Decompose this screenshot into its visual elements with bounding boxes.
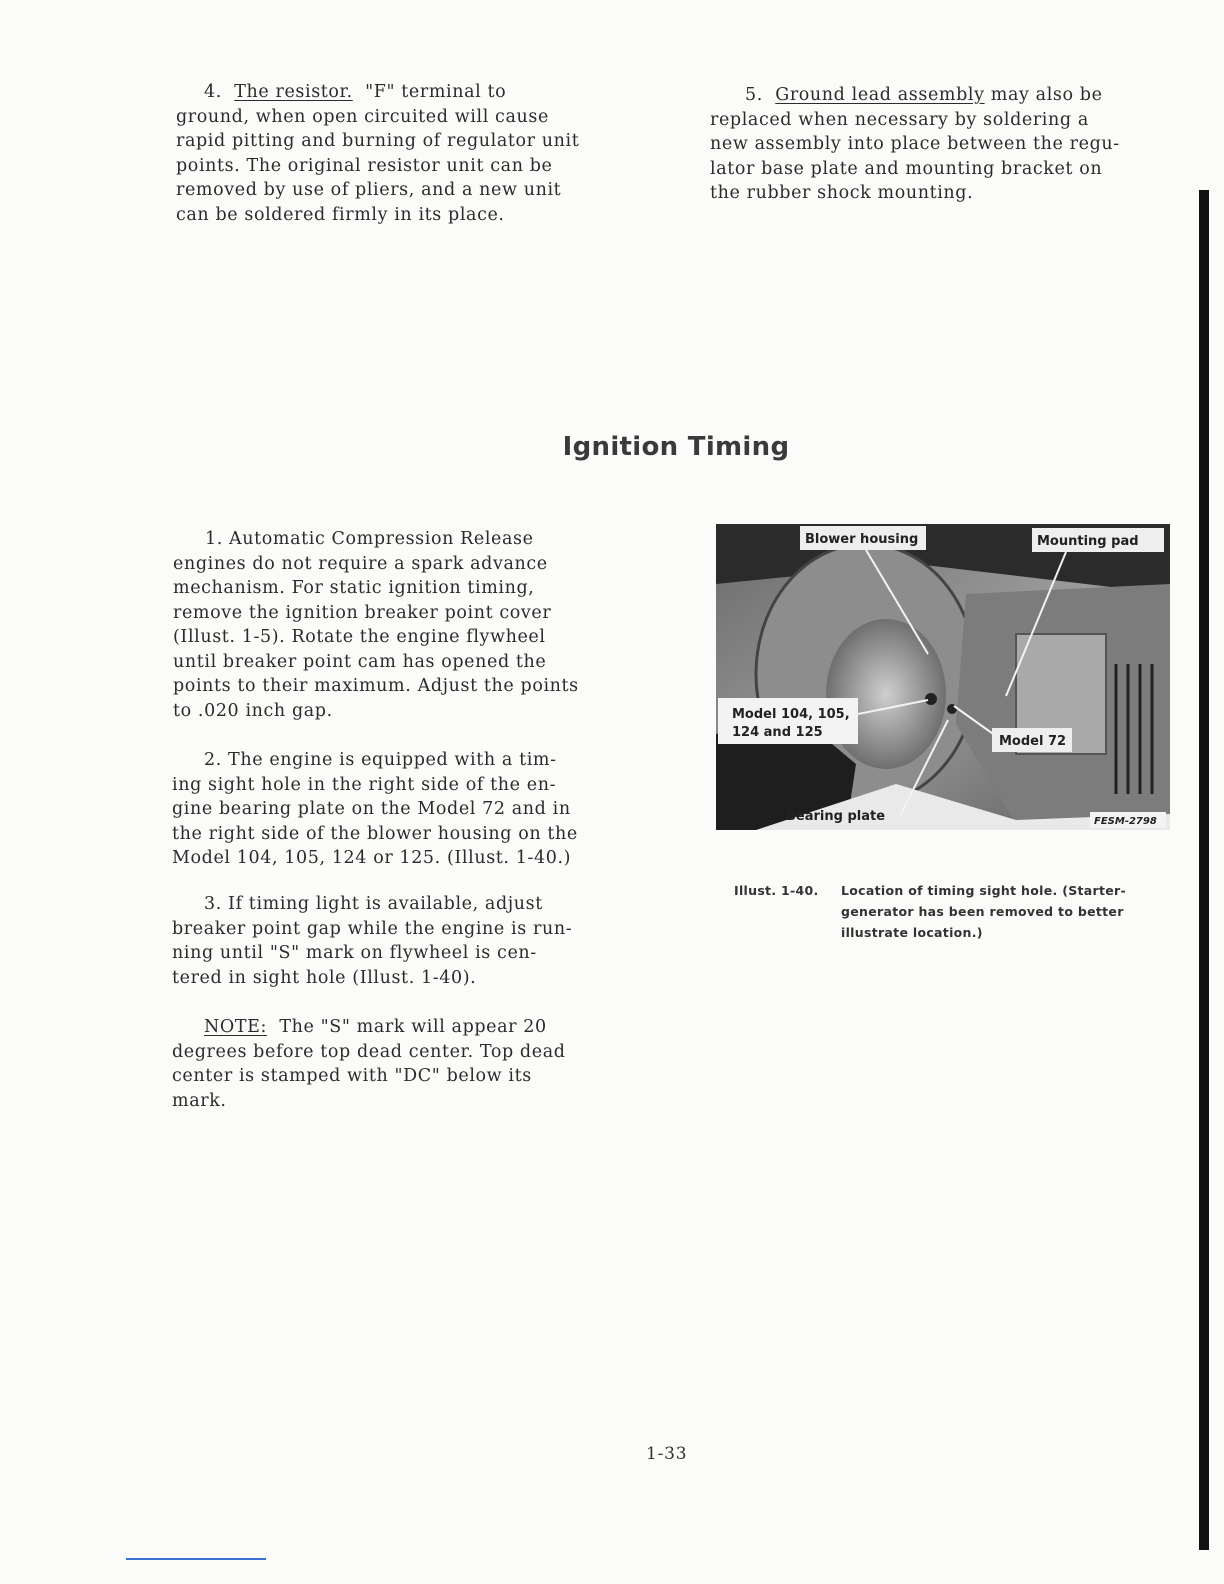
- text-line: ning until "S" mark on flywheel is cen-: [172, 943, 537, 963]
- text-line: center is stamped with "DC" below its: [172, 1066, 532, 1086]
- text-line: can be soldered firmly in its place.: [176, 204, 505, 225]
- bottom-rule: [126, 1558, 266, 1560]
- item-title: The resistor.: [234, 82, 353, 102]
- note-label: NOTE:: [204, 1017, 268, 1037]
- text-line: mechanism. For static ignition timing,: [173, 578, 535, 598]
- caption-line: Location of timing sight hole. (Starter-: [841, 883, 1126, 898]
- page-number: 1-33: [646, 1444, 688, 1464]
- text-line: the right side of the blower housing on the: [172, 823, 578, 844]
- text-line: to .020 inch gap.: [173, 700, 333, 721]
- label-bearing-plate: Bearing plate: [786, 809, 886, 824]
- item-number: 4.: [204, 82, 222, 102]
- paragraph-ground-lead: [710, 83, 1180, 206]
- paragraph-resistor: [176, 80, 646, 227]
- text-line: 3. If timing light is available, adjust: [204, 894, 543, 914]
- text-line: removed by use of pliers, and a new unit: [176, 180, 562, 200]
- label-model-104: Model 104, 105,: [732, 707, 850, 722]
- label-model-124: 124 and 125: [732, 725, 823, 740]
- text-line: the rubber shock mounting.: [710, 183, 974, 203]
- text-line: Model 104, 105, 124 or 125. (Illust. 1-40.): [172, 848, 572, 868]
- label-mounting-pad: Mounting pad: [1037, 534, 1139, 549]
- text-line: (Illust. 1-5). Rotate the engine flywheel: [173, 627, 546, 647]
- text-line: The "S" mark will appear 20: [279, 1017, 547, 1037]
- step-3: [172, 892, 652, 990]
- label-figure-code: FESM-2798: [1094, 816, 1157, 827]
- caption-text: [841, 880, 1141, 943]
- scan-edge-bar: [1199, 190, 1209, 1550]
- step-1: [173, 527, 653, 723]
- engine-photo: [716, 524, 1170, 830]
- sight-hole-model-72: [947, 704, 957, 714]
- item-title: Ground lead assembly: [775, 85, 985, 105]
- text-line: degrees before top dead center. Top dead: [172, 1041, 566, 1062]
- text-line: points to their maximum. Adjust the points: [173, 676, 579, 696]
- caption-number: Illust. 1-40.: [734, 883, 819, 898]
- text-line: engines do not require a spark advance: [173, 553, 548, 574]
- text-line: lator base plate and mounting bracket on: [710, 158, 1103, 179]
- text-line: remove the ignition breaker point cover: [173, 602, 552, 623]
- text-line: breaker point gap while the engine is run-: [172, 918, 573, 939]
- text-line: points. The original resistor unit can be: [176, 155, 553, 176]
- text-line: may also be: [990, 85, 1103, 105]
- sight-hole-model-104: [925, 693, 937, 705]
- text-line: new assembly into place between the regu-: [710, 134, 1120, 154]
- label-model-72: Model 72: [999, 734, 1067, 749]
- caption-line: illustrate location.): [841, 925, 983, 940]
- text-line: gine bearing plate on the Model 72 and in: [172, 799, 571, 819]
- step-2: [172, 748, 652, 871]
- text-line: 2. The engine is equipped with a tim-: [204, 750, 557, 770]
- text-line: "F" terminal to: [365, 82, 507, 102]
- text-line: ing sight hole in the right side of the en-: [172, 774, 557, 795]
- section-heading: Ignition Timing: [562, 432, 790, 462]
- text-line: replaced when necessary by soldering a: [710, 109, 1089, 130]
- caption-line: generator has been removed to better: [841, 904, 1124, 919]
- text-line: rapid pitting and burning of regulator unit: [176, 131, 580, 151]
- text-line: mark.: [172, 1090, 227, 1111]
- note-paragraph: [172, 1015, 652, 1113]
- label-blower-housing: Blower housing: [805, 532, 919, 547]
- text-line: tered in sight hole (Illust. 1-40).: [172, 967, 477, 988]
- text-line: until breaker point cam has opened the: [173, 651, 547, 672]
- text-line: 1. Automatic Compression Release: [205, 529, 534, 549]
- text-line: ground, when open circuited will cause: [176, 106, 549, 127]
- item-number: 5.: [745, 85, 763, 105]
